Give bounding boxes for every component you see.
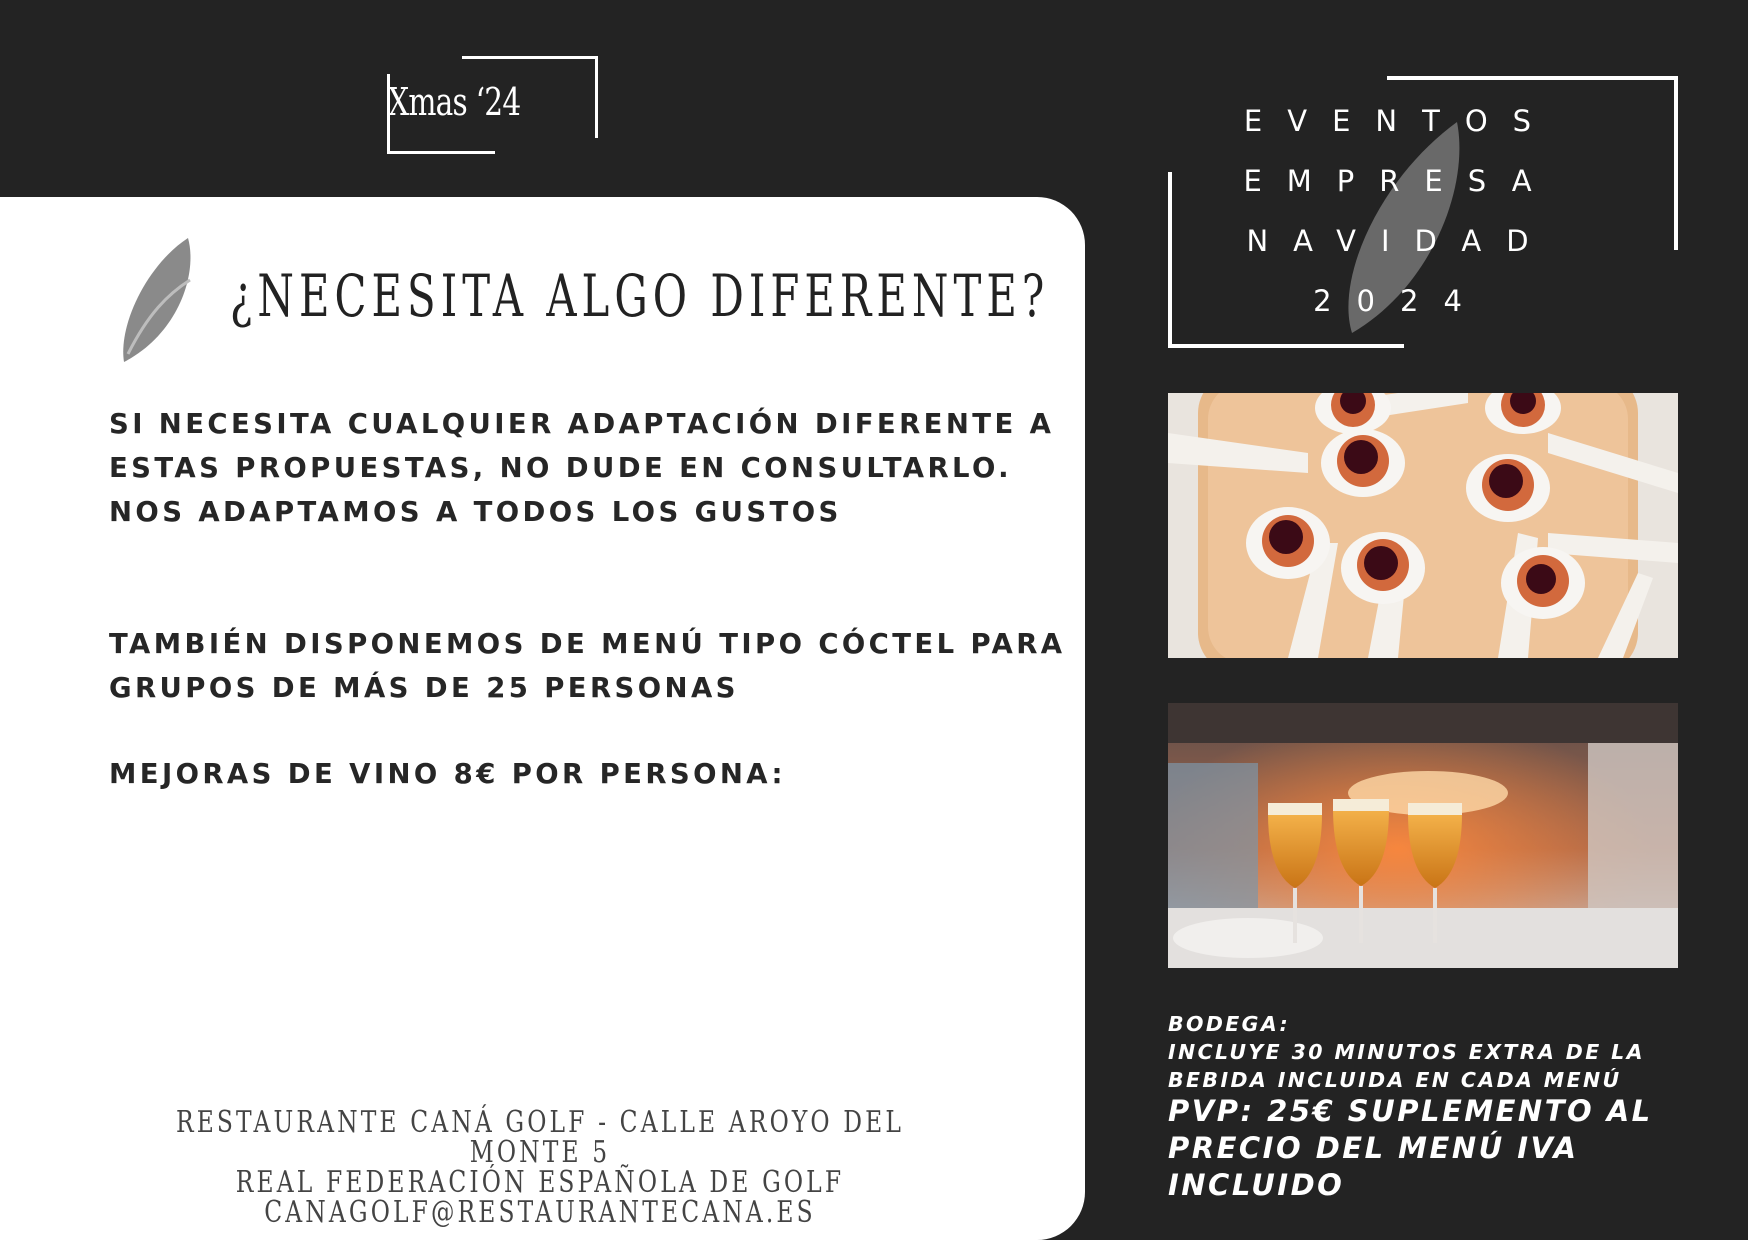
xmas-badge-label: Xmas ‘24 xyxy=(388,80,521,124)
beer-glasses-photo xyxy=(1168,703,1678,968)
wine-upgrade-paragraph: MEJORAS DE VINO 8€ POR PERSONA: xyxy=(109,758,786,790)
pvp-section xyxy=(1168,1093,1728,1204)
events-line-3: NAVIDAD xyxy=(1246,224,1554,258)
cocktail-menu-paragraph: TAMBIÉN DISPONEMOS DE MENÚ TIPO CÓCTEL PARA GRUPOS DE MÁS DE 25 PERSONAS xyxy=(109,628,1066,704)
leaf-icon xyxy=(118,234,196,364)
restaurant-address xyxy=(60,1105,1020,1230)
adaptation-paragraph: SI NECESITA CUALQUIER ADAPTACIÓN DIFERENTE A ESTAS PROPUESTAS, NO DUDE EN CONSULTARLO. NOS ADAPTAMOS A TODOS LOS GUSTOS xyxy=(109,408,1055,528)
address-email[interactable]: CANAGOLF@RESTAURANTECANA.ES xyxy=(264,1195,816,1230)
events-line-4: 2024 xyxy=(1313,284,1487,318)
card-title: ¿NECESITA ALGO DIFERENTE? xyxy=(230,262,1050,330)
bodega-section xyxy=(1168,1010,1728,1094)
events-line-1: EVENTOS xyxy=(1243,104,1557,138)
bodega-heading: BODEGA: xyxy=(1168,1012,1291,1036)
pvp-line-2: PRECIO DEL MENÚ IVA xyxy=(1168,1131,1579,1165)
address-line-2: REAL FEDERACIÓN ESPAÑOLA DE GOLF xyxy=(235,1165,845,1200)
bodega-line-2: BEBIDA INCLUIDA EN CADA MENÚ xyxy=(1168,1068,1622,1092)
events-line-2: EMPRESA xyxy=(1243,164,1557,198)
bodega-line-1: INCLUYE 30 MINUTOS EXTRA DE LA xyxy=(1168,1040,1645,1064)
address-line-1: RESTAURANTE CANÁ GOLF - CALLE AROYO DEL MONTE 5 xyxy=(175,1105,905,1170)
tapas-spoons-photo xyxy=(1168,393,1678,658)
pvp-line-3: INCLUIDO xyxy=(1168,1168,1345,1202)
pvp-line-1: PVP: 25€ SUPLEMENTO AL xyxy=(1168,1094,1653,1128)
